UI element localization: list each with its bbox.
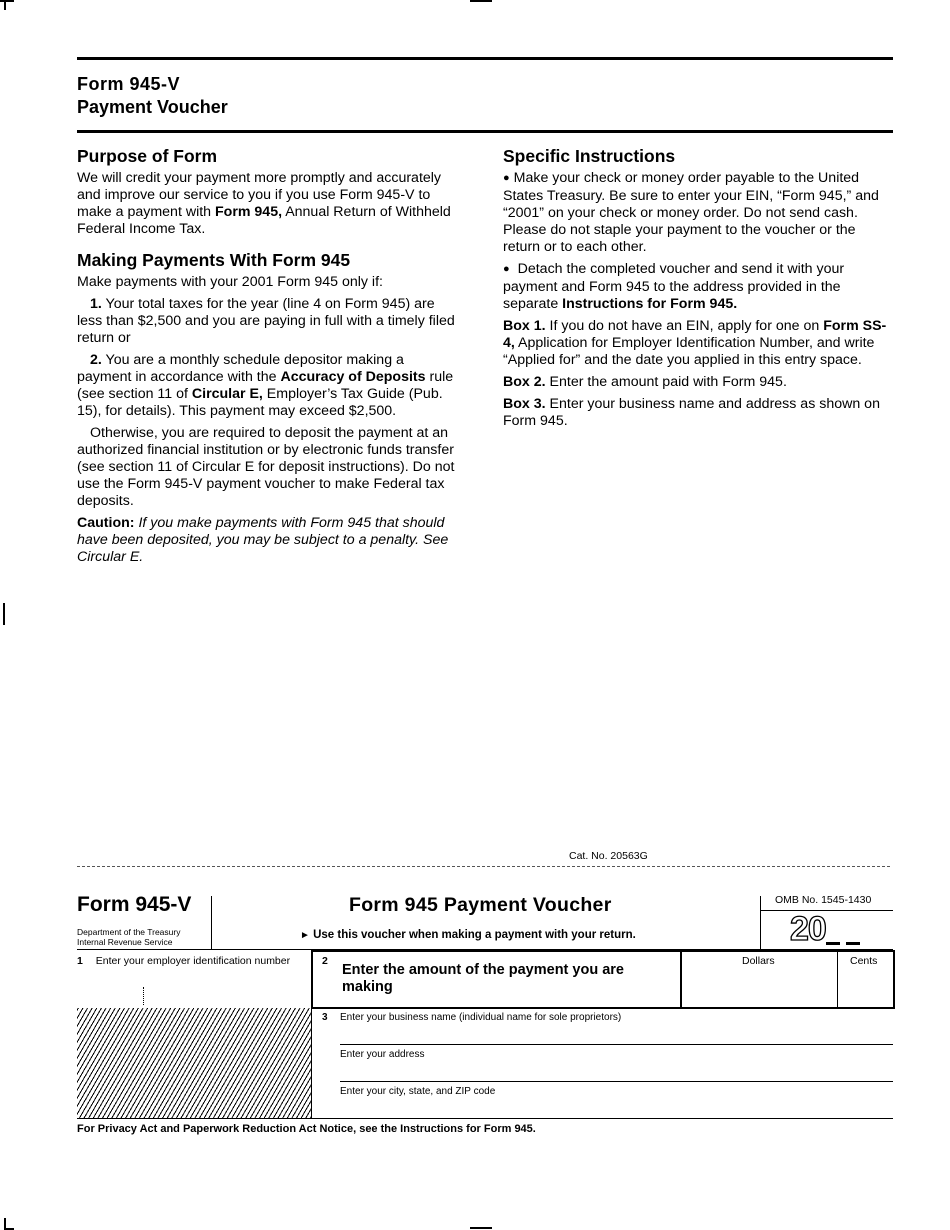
omb-number: OMB No. 1545-1430 <box>775 894 872 906</box>
form-title: Payment Voucher <box>77 97 228 117</box>
city-label: Enter your city, state, and ZIP code <box>340 1086 496 1097</box>
ein-input[interactable] <box>77 970 311 1006</box>
omb-divider <box>760 896 761 950</box>
dollars-input[interactable] <box>682 968 837 1005</box>
ein-separator <box>143 987 144 1005</box>
specific-instructions-heading: Specific Instructions <box>503 146 676 166</box>
address-label: Enter your address <box>340 1049 425 1060</box>
year-field <box>790 910 826 949</box>
instruction-bullet-1: ● Make your check or money order payable to the United States Treasury. Be sure to enter your EIN, “Form 945,” and “2001” on your check or money order. Do not send cash. Please do not staple your payment to the voucher or the return or to each other. <box>503 170 893 256</box>
department-line-2: Internal Revenue Service <box>77 937 173 947</box>
header-top-rule <box>77 57 893 60</box>
crop-mark-top-left <box>0 0 14 2</box>
year-prefix: 20 <box>790 910 826 948</box>
making-intro: Make payments with your 2001 Form 945 only if: <box>77 274 383 290</box>
arrow-right-icon: ► <box>300 930 310 941</box>
left-column <box>77 145 462 566</box>
voucher-bottom-rule <box>77 1118 893 1119</box>
condition-item-1: 1. Your total taxes for the year (line 4 on Form 945) are less than $2,500 and you are paying in full with a timely filed return or <box>77 296 455 346</box>
address-input[interactable] <box>340 1062 892 1080</box>
box3-instruction: Box 3. Enter your business name and address as shown on Form 945. <box>503 396 880 429</box>
caution-paragraph: Caution: If you make payments with Form 945 that should have been deposited, you may be subject to a penalty. See Circular E. <box>77 515 449 565</box>
right-column <box>503 145 893 430</box>
box3-number: 3 <box>322 1012 328 1023</box>
form-number: Form 945-V <box>77 74 181 94</box>
cents-label: Cents <box>850 955 878 967</box>
department-line-1: Department of the Treasury <box>77 927 181 937</box>
detach-cut-line <box>77 866 890 867</box>
purpose-heading: Purpose of Form <box>77 146 218 166</box>
box2-number: 2 <box>322 955 328 967</box>
making-payments-heading: Making Payments With Form 945 <box>77 250 351 270</box>
voucher-header-divider-left <box>211 896 212 950</box>
purpose-paragraph: We will credit your payment more promptly and accurately and improve our service to you if you use Form 945-V to make a payment with Form 945, Annual Return of Withheld Federal Income Tax. <box>77 170 451 237</box>
shaded-area <box>77 1008 311 1118</box>
voucher-instruction: ► Use this voucher when making a payment with your return. <box>300 929 636 941</box>
header-bottom-rule <box>77 130 893 133</box>
otherwise-paragraph: Otherwise, you are required to deposit the payment at an authorized financial institution or by electronic funds transfer (see section 11 of Circular E for deposit instructions). Do not use the Form 945-V payment voucher to make Federal tax deposits. <box>77 425 455 509</box>
city-input[interactable] <box>340 1099 892 1117</box>
address-line <box>340 1081 893 1082</box>
cents-input[interactable] <box>838 968 891 1005</box>
crop-mark-top-center <box>470 0 492 2</box>
voucher-title: Form 945 Payment Voucher <box>349 894 612 916</box>
crop-mark-left-middle <box>3 603 5 625</box>
crop-mark-bottom-center <box>470 1227 492 1229</box>
business-name-input[interactable] <box>340 1025 892 1043</box>
year-blank-1 <box>826 942 840 945</box>
box2-instruction: Box 2. Enter the amount paid with Form 945. <box>503 374 787 390</box>
condition-item-2: 2. You are a monthly schedule depositor making a payment in accordance with the Accuracy of Deposits rule (see section 11 of Circular E, Employer’s Tax Guide (Pub. 15), for details). This payment may exceed $2,500. <box>77 352 454 419</box>
omb-underline <box>761 910 893 911</box>
box1-label: 1 Enter your employer identification number <box>77 955 291 967</box>
year-blank-2 <box>846 942 860 945</box>
voucher-form-number: Form 945-V <box>77 893 192 916</box>
instruction-bullet-2: ● Detach the completed voucher and send it with your payment and Form 945 to the address provided in the separate Instructions for Form 945. <box>503 261 893 313</box>
box2-label: Enter the amount of the payment you are making <box>342 962 624 995</box>
catalog-number: Cat. No. 20563G <box>569 850 648 862</box>
crop-mark-top-left-v <box>4 0 6 10</box>
business-name-label: Enter your business name (individual name for sole proprietors) <box>340 1012 622 1023</box>
dollars-label: Dollars <box>742 955 775 967</box>
name-line <box>340 1044 893 1045</box>
privacy-notice: For Privacy Act and Paperwork Reduction Act Notice, see the Instructions for Form 945. <box>77 1123 536 1135</box>
box1-instruction: Box 1. If you do not have an EIN, apply for one on Form SS-4, Application for Employer Identification Number, and write “Applied for” and the date you applied in this entry space. <box>503 318 887 368</box>
